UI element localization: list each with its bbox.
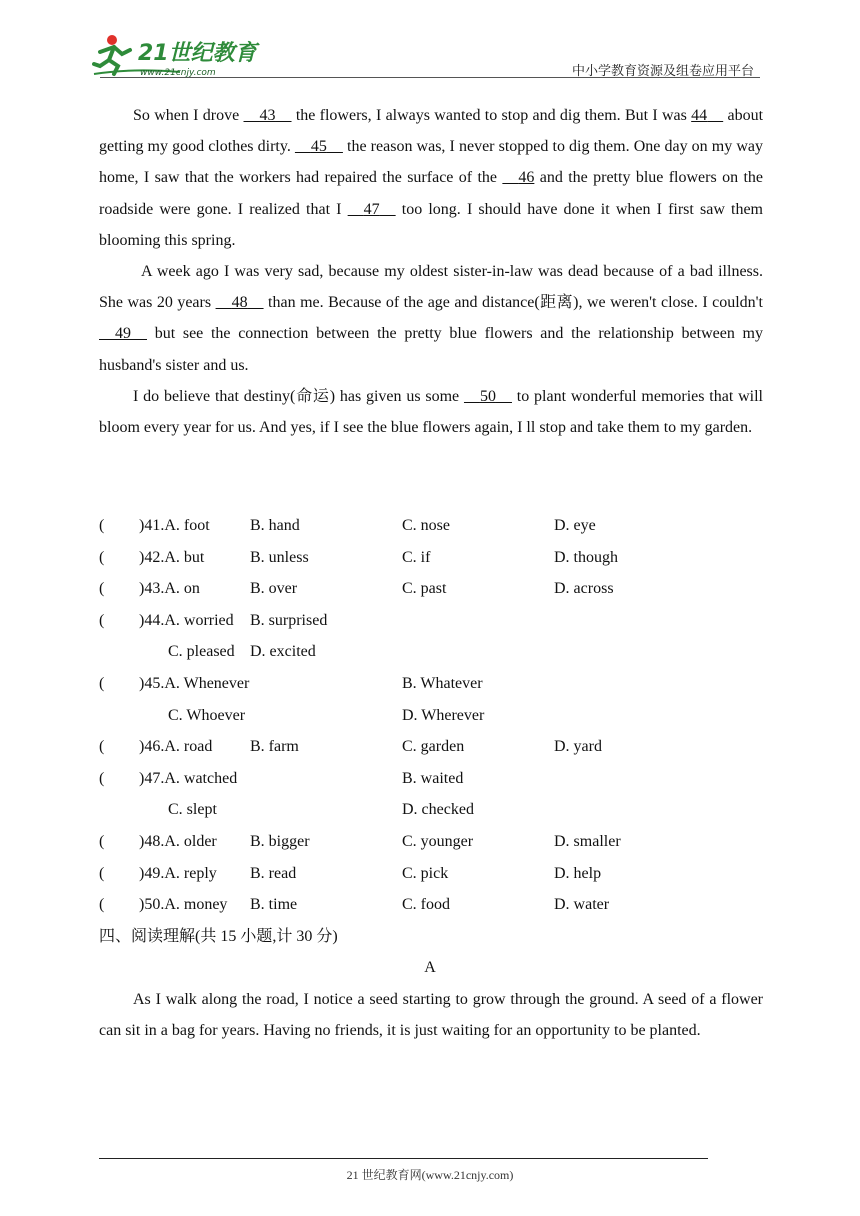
answer-paren[interactable]: ( [99,548,105,566]
blank-45[interactable]: 45 [310,138,327,156]
answer-paren[interactable]: ( [99,674,105,692]
option-c: C. nose [402,517,450,534]
question-43 [99,573,763,605]
answer-paren[interactable]: ( [99,611,105,629]
option-d: D. smaller [554,832,621,850]
question-47-cont [99,794,763,826]
passage-a-heading: A [424,959,436,976]
option-c: C. pleased [168,643,235,661]
option-a: )41.A. foot [139,517,210,534]
question-44-cont [99,636,763,668]
option-b: B. surprised [250,611,328,629]
option-c: C. if [402,548,431,566]
question-44 [99,605,763,637]
cloze-passage [99,100,763,443]
footer-text: 21 世纪教育网(www.21cnjy.com) [346,1168,514,1182]
option-d: D. yard [554,738,602,756]
option-b: B. Whatever [402,674,483,692]
question-42 [99,542,763,574]
blank-43[interactable]: 43 [259,107,276,124]
passage-paragraph-2: A week ago I was very sad, because my oldest sister-in-law was dead because of a bad illness. She was 20 years 48 than me. Because of the age and distance(距离), we weren't close. I couldn't 49 but see the connection between the pretty blue flowers and the relationship between my husband's sister and us. [99,263,764,374]
option-c: C. garden [402,738,465,756]
blank-49[interactable]: 49 [115,325,131,343]
option-d: D. excited [250,643,316,661]
question-46 [99,731,763,763]
svg-text:www.21cnjy.com: www.21cnjy.com [140,68,216,78]
passage-paragraph-1: So when I drove 43 the flowers, I always wanted to stop and dig them. But I was 44 about getting my good clothes dirty. 45 the reason was, I never stopped to dig them. One day on my way home, I saw that the workers had repaired the surface of the 46 and the pretty blue flowers on the roadside were gone. I realized that I 47 too long. I should have done it when I first saw them blooming this spring. [99,100,763,256]
option-b: B. farm [250,738,299,756]
question-41 [99,510,763,542]
header-platform-text: 中小学教育资源及组卷应用平台 [571,63,754,78]
option-d: D. across [554,580,614,598]
blank-46[interactable]: 46 [518,169,535,187]
option-d: D. help [554,864,602,882]
option-a: )49.A. reply [139,864,217,882]
question-45-cont [99,700,763,732]
option-c: C. pick [402,864,449,882]
question-48 [99,826,763,858]
blank-50[interactable]: 50 [479,387,496,405]
option-b: B. waited [402,769,464,787]
option-a: )46.A. road [139,738,213,756]
runner-head-icon [107,35,117,45]
option-d: D. water [554,896,610,914]
option-c: C. younger [402,832,474,850]
question-50 [99,889,763,921]
option-a: )45.A. Whenever [139,674,250,692]
option-b: B. unless [250,548,309,566]
option-b: B. time [250,896,298,914]
footer-divider [99,1158,708,1159]
header-divider [100,77,760,78]
blank-44[interactable]: 44 [691,107,708,124]
page-header [0,0,860,80]
option-a: )48.A. older [139,832,217,850]
option-a: )44.A. worried [139,611,234,629]
question-45 [99,668,763,700]
option-c: C. past [402,580,447,598]
answer-paren[interactable]: ( [99,769,105,787]
option-b: B. read [250,864,297,882]
passage-a-paragraph: As I walk along the road, I notice a seed starting to grow through the ground. A seed of a flower can sit in a bag for years. Having no friends, it is just waiting for an opportunity to be planted. [99,991,763,1040]
blank-47[interactable]: 47 [363,200,380,218]
option-a: )47.A. watched [139,769,238,787]
answer-paren[interactable]: ( [99,580,105,598]
option-b: B. bigger [250,832,310,850]
blank-48[interactable]: 48 [231,294,248,312]
option-d: D. eye [554,517,596,534]
option-b: B. over [250,580,298,598]
option-a: )50.A. money [139,896,228,914]
option-b: B. hand [250,517,300,534]
option-c: C. slept [168,801,217,819]
svg-text:21世纪教育: 21世纪教育 [138,41,257,66]
option-d: D. checked [402,801,474,819]
option-d: D. Wherever [402,706,485,724]
answer-paren[interactable]: ( [99,832,105,850]
section-title: 四、阅读理解(共 15 小题,计 30 分) [99,928,338,945]
answer-paren[interactable]: ( [99,896,105,914]
question-47 [99,763,763,795]
option-c: C. Whoever [168,706,246,724]
passage-paragraph-3: I do believe that destiny(命运) has given us some 50 to plant wonderful memories that will bloom every year for us. And yes, if I see the blue flowers again, I ll stop and take them to my garden. [99,381,763,443]
option-a: )42.A. but [139,548,205,566]
question-list [99,510,763,921]
answer-paren[interactable]: ( [99,517,105,534]
option-d: D. though [554,548,618,566]
option-c: C. food [402,896,450,914]
answer-paren[interactable]: ( [99,738,105,756]
question-49 [99,858,763,890]
option-a: )43.A. on [139,580,200,598]
answer-paren[interactable]: ( [99,864,105,882]
logo-21cnjy [92,34,262,78]
